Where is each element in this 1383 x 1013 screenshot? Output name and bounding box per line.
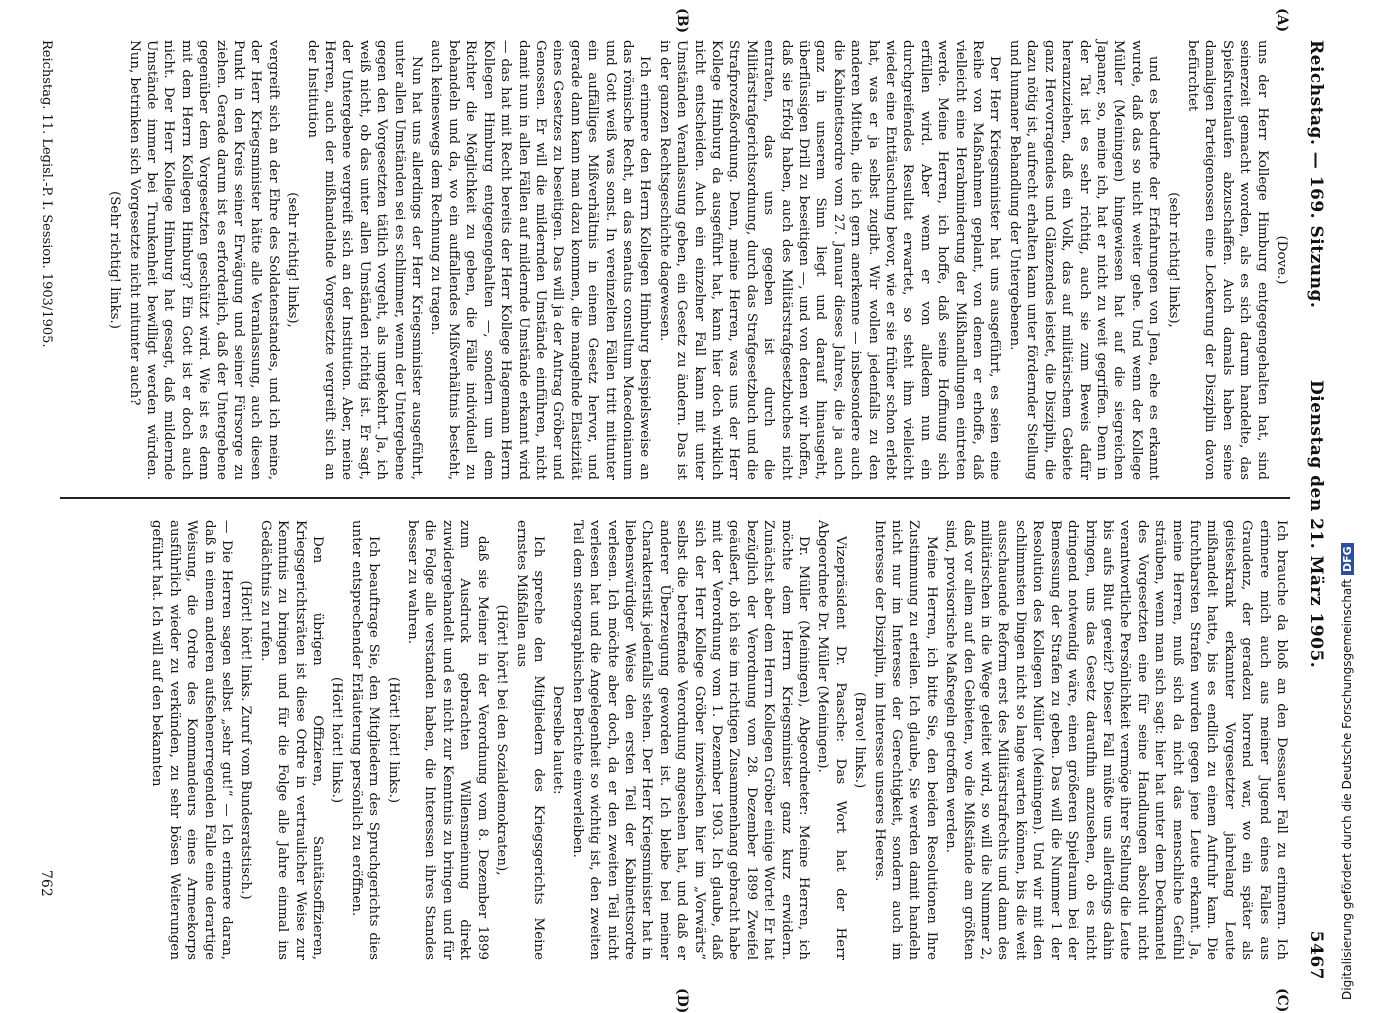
right-column-paragraph: Vizepräsident Dr. Paasche: Das Wort hat der Herr Abgeordnete Dr. Müller (Meiningen). [815,520,848,960]
right-column-paragraph: (Bravo! links.) [852,691,868,789]
left-column [30,40,1290,480]
right-column-paragraph: — Die Herren sagen selbst „sehr gut!“ — Ich erinnere daran, daß in einem anderen aufsehenerregenden Falle eine derartige Weisung, die Ordre des Kommandeurs eines Armeekorps ausführlich wieder zu verkünden, zu sehr bösen Weiterungen geführt hat. Ich will auf den bekannten [149,520,235,960]
running-header [1296,40,1326,980]
left-column-paragraph: (sehr richtig! links), [1165,192,1181,328]
right-column-paragraph: (Hört! hört! links.) [329,676,345,804]
scanned-sheet [10,0,1330,1013]
right-column-paragraph: Den übrigen Offizieren, Sanitätsoffizieren, Kriegsgerichtsräten ist diese Ordre in vertraulicher Weise zur Kenntnis zu bringen und für die Folge alle Jahre einmal ins Gedächtnis zu rufen. [257,520,326,960]
right-column-paragraph: (Hört! hört! bei den Sozialdemokraten), [494,604,510,876]
left-column-paragraph: vergreift sich an der Ehre des Soldatenstandes, und ich meine, der Herr Kriegsminister hätte alle Veranlassung, auch diesen Punkt in den Kreis seiner Erwägung und seiner Fürsorge zu ziehen. Gerade darum ist es erforderlich, daß der Untergebene gegenüber dem Vorgesetzten geschützt wird. Wie ist es denn mit dem Herrn Kollegen Himburg? Ein Gott ist er doch auch nicht. Der Herr Kollege Himburg hat gesagt, daß mildernde Umstände immer bei Trunkenheit bewilligt werden würden. Nun, betrinken sich Vorgesetzte nicht mitunter auch? [126,40,281,480]
right-column-paragraph: (Hört! hört! links.) [385,676,401,804]
left-column-paragraph: und es bedurfte der Erfahrungen von Jena, ehe es erkannt wurde, daß das so nicht weiter gehe. Und wenn der Kollege Müller (Meiningen) hingewiesen hat auf die siegreichen Japaner, so, meine ich, hat er nicht zu weit gegriffen. Denn in der Tat ist es sehr richtig, auch sie zum Beweis dafür heranzuziehen, daß ein Volk, das auf militärischem Gebiete ganz Hervorragendes und Glänzendes leistet, die Disziplin, die dazu nötig ist, aufrecht erhalten kann unter fördernder Stellung und humaner Behandlung der Untergebenen. [1006,40,1162,480]
right-column-paragraph: Dr. Müller (Meiningen), Abgeordneter: Meine Herren, ich möchte dem Herrn Kriegsminister ganz kurz erwidern. Zunächst aber dem Herrn Kollegen Gröber einige Worte! Er hat bezüglich der Verordnung vom 28. Dezember 1899 Zweifel geäußert, ob ich sie im richtigen Zusammenhang gebracht habe mit der Verordnung vom 1. Dezember 1903. Ich glaube, daß sich der Herr Kollege Gröber inzwischen hier im „Vorwärts“ selbst die betreffende Verordnung angesehen hat, und daß er anderer Überzeugung geworden ist. Ich bleibe bei meiner Charakteristik jedenfalls stehen. Der Herr Kriegsminister hat in liebenswürdiger Weise den ersten Teil der Kabinettsordre verlesen. Ich möchte aber doch, da er den zweiten Teil nicht verlesen hat und die Angelegenheit so wichtig ist, den zweiten Teil dem stenographischen Berichte einverleiben. [569,520,812,960]
margin-marker-b: (B) [674,8,690,34]
digitization-note [1340,0,1360,1000]
left-column-paragraph: (Dove.) [1274,235,1289,285]
header-page-number: 5467 [1306,930,1326,980]
left-column-paragraph: uns der Herr Kollege Himburg entgegengehalten hat, sind seinerzeit gemacht worden, als es sich darum handelte, das Spießrutenlaufen abzuschaffen. Auch damals haben seine damaligen Parteigenossen eine Lockerung der Disziplin davon befürchtet [1184,40,1270,480]
right-column-paragraph: Derselbe lautet: [550,685,566,795]
footer: Reichstag. 11. Legisl.-P. I. Session. 1903/1905. [39,40,54,348]
margin-marker-a: (A) [1274,8,1290,33]
dfg-logo: DFG [1341,543,1354,575]
right-column-paragraph: (Hört! hört! links. Zuruf vom Bundesratstisch.) [238,580,254,900]
digitization-text: Digitalisierung gefördert durch die Deutsche Forschungsgemeinschaft [1340,578,1354,1000]
left-column-paragraph: Ich erinnere den Herrn Kollegen Himburg beispielsweise an das römische Recht, an das senatus consultum Macedonianum und Gott weiß was sonst. In vereinzelten Fällen tritt mitunter ein auffälliges Mißverhältnis in einem Gesetz hervor, und gerade dann kann man dazu kommen, die mangelnde Elastizität eines Gesetzes zu beseitigen. Das will ja der Antrag Gröber und Genossen. Er will die mildernden Umstände einführen, nicht damit nun in allen Fällen auf mildernde Umstände erkannt wird — das hat mit Recht bereits der Herr Kollege Hagemann Herrn Kollegen Himburg entgegengehalten —, sondern um dem Richter die Möglichkeit zu geben, die Fälle individuell zu behandeln und da, wo ein auffallendes Mißverhältnis besteht, auch keineswegs dem Rechnung zu tragen. [428,40,653,480]
header-left: Reichstag. — 169. Sitzung. [1306,40,1326,309]
margin-marker-d: (D) [674,988,690,1013]
left-column-paragraph: Nun hat uns allerdings der Herr Kriegsminister ausgeführt, unter allen Umständen sei es schlimmer, wenn der Untergebene gegen den Vorgesetzten tätlich vorgeht, als umgekehrt. Ja, ich weiß nicht, ob das unter allen Umständen richtig ist. Er sagt, der Untergebene vergreift sich an der Institution. Aber, meine Herren, auch der mißhandelnde Vorgesetzte vergreift sich an der Institution [304,40,425,480]
right-column-paragraph: Meine Herren, ich bitte Sie, den beiden Resolutionen Ihre Zustimmung zu erteilen. Ich glaube, Sie werden damit handeln nicht nur im Interesse der Gerechtigkeit, sondern auch im Interesse der Disziplin, im Interesse unseres Heeres. [871,520,939,960]
column-divider [60,497,1290,499]
left-column-paragraph: Der Herr Kriegsminister hat uns ausgeführt, es seien eine Reihe von Maßnahmen geplant, von denen er erhoffe, daß vielleicht eine Herabminderung der Mißhandlungen eintreten werde. Meine Herren, ich hoffe, daß seine Hoffnung sich erfüllen wird. Aber wenn er von alledem nun ein durchgreifendes Resultat erwartet, so steht ihm vielleicht wieder eine Enttäuschung bevor, wie er sie früher schon erlebt hat, was er ja selbst zugibt. Wir wollen jedenfalls zu den anderen Mitteln, die ich gern anerkenne — insbesondere auch die Kabinettsordre vom 27. Januar dieses Jahres, die ja auch ganz in unserem Sinn liegt und darauf hinausgeht, überflüssigen Drill zu beseitigen —, und von denen wir hoffen, daß sie Erfolg haben, auch des Militärstrafgesetzbuches nicht entraten, das uns gegeben ist durch die Militärstrafgerichtsordnung, durch das Strafgesetzbuch und die Strafprozeßordnung. Denn, meine Herren, was uns der Herr Kollege Himburg da ausgeführt hat, kann hier doch wirklich nicht entscheiden. Auch ein einzelner Fall kann mit unter Umständen Veranlassung geben, ein Gesetz zu ändern. Das ist in der ganzen Rechtsgeschichte dagewesen. [656,40,1003,480]
right-column-paragraph: Ich beauftrage Sie, den Mitgliedern des Spruchgerichts dies unter entsprechender Erläuterung persönlich zu eröffnen. [348,520,382,960]
right-column-paragraph: Ich brauche da bloß an den Dessauer Fall zu erinnern. Ich erinnere mich auch aus meiner Jugend eines Falles aus Graudenz, der geradezu horrend war, wo ein später als geisteskrank erkannter Vorgesetzter jahrelang Leute mißhandelt hatte, bis es endlich zu einem Aufruhr kam. Die furchtbarsten Strafen wurden gegen jene Leute erkannt. Ja, meine Herren, muß sich da nicht das menschliche Gefühl sträuben, wenn man sich sagt: hier hat unter dem Deckmantel des Vorgesetzten eine für seine Handlungen absolut nicht verantwortliche Persönlichkeit vermöge ihrer Stellung die Leute bis aufs Blut gereizt? Dieser Fall müßte uns allerdings dahin bringen, uns das Gesetz daraufhin anzusehen, ob es nicht dringend notwendig wäre, einen größeren Spielraum bei der Bemessung der Strafen zu geben. Das will die Nummer 1 der Resolution des Kollegen Müller (Meiningen). Und wir mit den schlimmsten Dingen nicht so lange warten können, bis die weit ausschauende Reform erst des Militärstrafrechts und dann des militärischen in die Wege geleitet wird, so will die Nummer 2, daß vor allem auf den Gebieten, wo die Mißstände am größten sind, provisorische Maßregeln getroffen werden. [943,520,1289,960]
left-column-paragraph: (Sehr richtig! links.) [107,191,123,329]
header-date: Dienstag den 21. März 1905. [1306,380,1326,669]
page-number: 762 [38,870,54,897]
right-column-paragraph: Ich spreche den Mitgliedern des Kriegsgerichts Meine ernstes Mißfallen aus [513,520,546,960]
right-column [30,520,1290,960]
right-column-paragraph: daß sie Meiner in der Verordnung vom 8. Dezember 1899 zum Ausdruck gebrachten Willensmeinung direkt zuwidergehandelt und es nicht zur Kenntnis zu bringen und für die Folge alle verstanden haben, die Interessen ihres Standes besser zu wahren. [405,520,490,960]
left-column-paragraph: (sehr richtig! links), [285,192,301,328]
margin-marker-c: (C) [1274,988,1290,1013]
